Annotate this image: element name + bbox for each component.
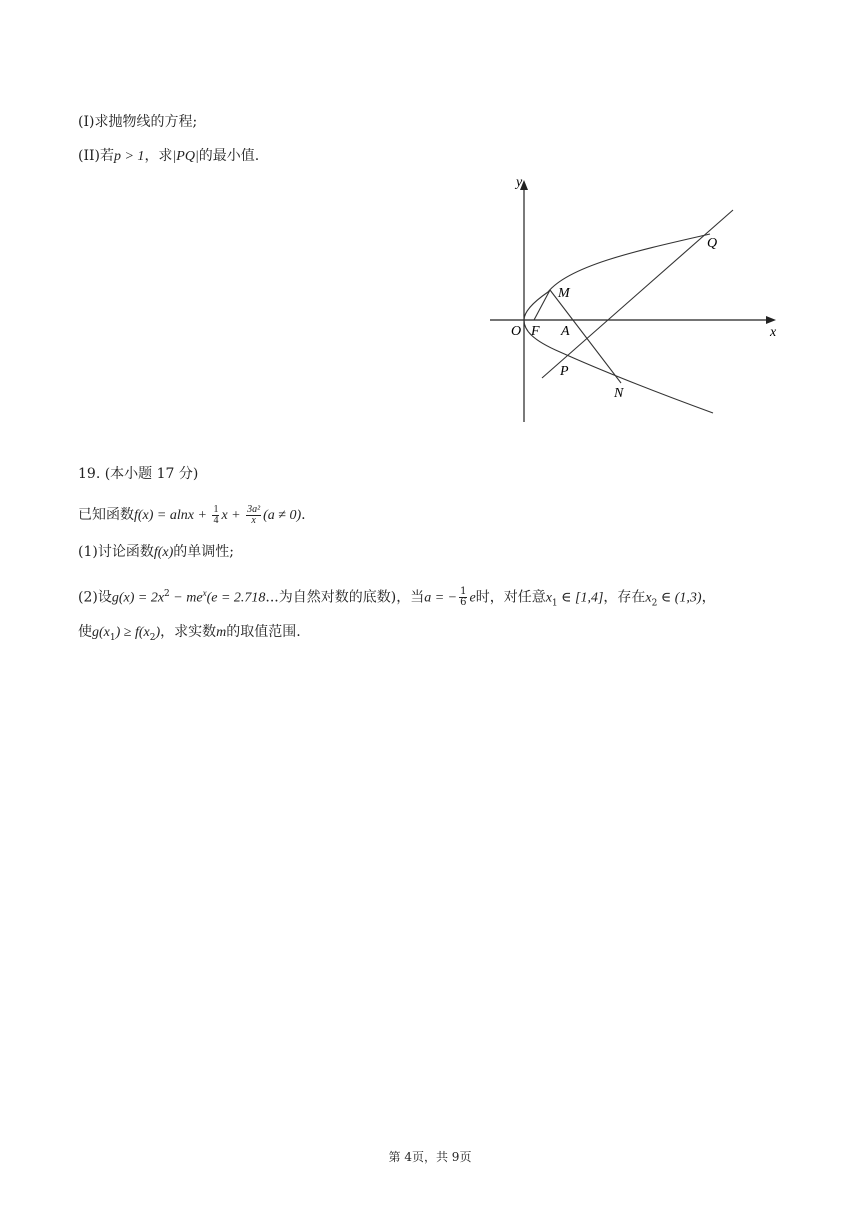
q19-part1 <box>78 542 234 563</box>
q19-part2b-ineq-c: ) <box>155 625 161 640</box>
q18-part2-expr: |PQ| <box>172 149 199 164</box>
q19-intro <box>78 502 306 529</box>
q19-part2b-text: ，求实数 <box>160 624 217 640</box>
q19-part2-e2: e <box>469 590 476 606</box>
q18-part1 <box>78 112 197 132</box>
q19-part2b-ineq-a: g(x <box>92 625 110 640</box>
q19-part2-text4: ， <box>701 589 716 606</box>
label-o: O <box>511 324 522 339</box>
q19-part2-text2: 时，对任意 <box>475 589 546 606</box>
q19-frac-quarter <box>212 505 219 526</box>
q19-f-def-lhs: f(x) = alnx + <box>134 508 211 523</box>
q18-part2-prefix: (II)若 <box>78 148 114 164</box>
q19-part2-x2-set: ∈ (1,3) <box>657 590 702 606</box>
x-axis-arrow <box>766 316 776 324</box>
q19-part2-x2: x <box>645 590 652 606</box>
q19-frac1-num: 1 <box>213 503 219 515</box>
label-f: F <box>531 324 540 339</box>
q19-frac3-num: 1 <box>460 586 467 598</box>
q18-part2 <box>78 146 259 167</box>
q19-intro-suffix: . <box>301 507 306 523</box>
q19-part2b-ineq-b: ) ≥ f(x <box>115 625 150 640</box>
q19-part1-func: f(x) <box>153 545 174 560</box>
label-y: y <box>516 175 523 190</box>
q19-part2b: 使$g(x_1) \ge f(x_2)$，求实数m的取值范围. <box>78 624 301 643</box>
q19-part2-prefix: (2)设 <box>78 589 112 606</box>
label-m: M <box>558 286 570 301</box>
q19-frac2-den: x <box>251 514 256 526</box>
label-x: x <box>770 325 777 340</box>
q19-part2-x1: x <box>545 590 552 606</box>
line-pq <box>542 210 733 378</box>
segment-fm <box>534 290 550 320</box>
q19-part1-prefix: (1)讨论函数 <box>78 544 154 560</box>
q19-part1-suffix: 的单调性; <box>173 544 234 560</box>
label-p: P <box>560 364 569 379</box>
q19-frac2-num: 3a² <box>247 503 261 515</box>
q19-header <box>78 464 198 484</box>
q19-header-text: 19. (本小题 17 分) <box>78 466 199 482</box>
q19-part2b-suffix: 的取值范围. <box>226 624 301 640</box>
q19-frac1-den: 4 <box>213 514 219 526</box>
q18-part2-condition: p > 1 <box>113 149 145 164</box>
q19-part2-e: (e = 2.718 <box>206 590 266 606</box>
q18-part2-mid: ，求 <box>144 148 173 164</box>
parabola-figure <box>480 170 790 430</box>
q19-part2-a: a = − <box>424 590 458 606</box>
q19-frac3-den: 6 <box>460 597 467 609</box>
q19-part2-x1-set: ∈ [1,4] <box>557 590 604 606</box>
q19-f-def-mid: x + <box>221 508 245 523</box>
q19-part2-text1: ...为自然对数的底数)，当 <box>265 589 425 606</box>
q19-part2: (2)设$g(x) = 2x^2 - me^x(e = 2.718$...为自然对数的底数)，当a = − $\frac{1}{6}$ e时，对任意$x_1$ ∈ [1,4]，存在$x_2$ ∈ (1,3)， <box>78 586 716 609</box>
q19-frac-3a2-x <box>246 505 261 526</box>
label-n: N <box>614 386 624 401</box>
q19-part2-g: g(x) = 2x <box>111 590 165 606</box>
q19-f-def-tail: (a ≠ 0) <box>263 508 302 523</box>
page-footer: 第 4页，共 9页 <box>388 1150 472 1164</box>
q19-part2-g2: − me <box>169 590 203 606</box>
q19-part2b-m: m <box>216 625 227 640</box>
q18-part1-text: (I)求抛物线的方程; <box>78 114 198 130</box>
q19-part2-text3: ，存在 <box>603 589 646 606</box>
q19-part2b-prefix: 使 <box>78 624 92 640</box>
q19-intro-prefix: 已知函数 <box>78 507 134 523</box>
label-q: Q <box>707 236 718 251</box>
label-a: A <box>561 324 570 339</box>
q19-frac-sixth <box>459 587 467 608</box>
q18-part2-suffix: 的最小值. <box>198 148 260 164</box>
